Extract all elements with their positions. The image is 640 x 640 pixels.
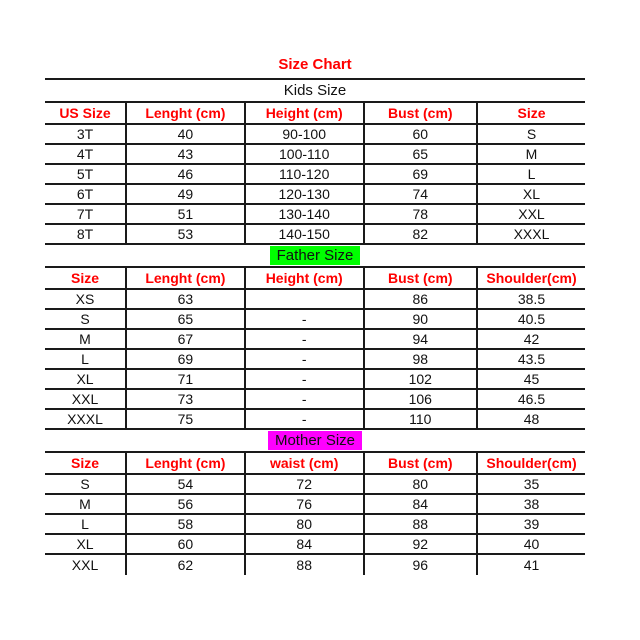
size-table bbox=[45, 266, 585, 430]
header-cell: Lenght (cm) bbox=[126, 267, 245, 289]
size-table bbox=[45, 451, 585, 575]
table-cell: - bbox=[245, 349, 364, 369]
table-cell: 84 bbox=[245, 534, 364, 554]
table-cell: 74 bbox=[364, 184, 477, 204]
header-cell: Bust (cm) bbox=[364, 452, 477, 474]
header-row bbox=[45, 267, 585, 289]
table-cell: 40 bbox=[477, 534, 585, 554]
table-cell: 42 bbox=[477, 329, 585, 349]
table-cell: 46.5 bbox=[477, 389, 585, 409]
header-cell: Height (cm) bbox=[245, 102, 364, 124]
table-cell: 48 bbox=[477, 409, 585, 429]
size-table-section bbox=[45, 80, 585, 245]
header-row bbox=[45, 452, 585, 474]
table-cell: 56 bbox=[126, 494, 245, 514]
table-row bbox=[45, 289, 585, 309]
table-row bbox=[45, 349, 585, 369]
table-cell: 100-110 bbox=[245, 144, 364, 164]
table-cell: XL bbox=[477, 184, 585, 204]
table-cell: 94 bbox=[364, 329, 477, 349]
table-cell: 84 bbox=[364, 494, 477, 514]
table-row bbox=[45, 494, 585, 514]
header-cell: Size bbox=[477, 102, 585, 124]
table-cell: - bbox=[245, 309, 364, 329]
header-cell: waist (cm) bbox=[245, 452, 364, 474]
header-cell: Bust (cm) bbox=[364, 102, 477, 124]
header-cell: Lenght (cm) bbox=[126, 452, 245, 474]
table-cell: 71 bbox=[126, 369, 245, 389]
table-cell: 88 bbox=[245, 554, 364, 575]
table-cell: 73 bbox=[126, 389, 245, 409]
header-row bbox=[45, 102, 585, 124]
table-cell: 49 bbox=[126, 184, 245, 204]
table-cell: 65 bbox=[126, 309, 245, 329]
table-cell: 6T bbox=[45, 184, 126, 204]
table-cell: 7T bbox=[45, 204, 126, 224]
table-body bbox=[45, 474, 585, 575]
table-cell: 140-150 bbox=[245, 224, 364, 244]
table-cell: 5T bbox=[45, 164, 126, 184]
table-cell: 106 bbox=[364, 389, 477, 409]
table-cell: XXL bbox=[71, 557, 99, 573]
header-cell: US Size bbox=[45, 102, 126, 124]
section-label: Kids Size bbox=[283, 82, 347, 99]
table-cell: 38.5 bbox=[477, 289, 585, 309]
table-cell: 53 bbox=[126, 224, 245, 244]
table-cell: 67 bbox=[126, 329, 245, 349]
table-row bbox=[45, 409, 585, 429]
table-row bbox=[45, 329, 585, 349]
table-cell: S bbox=[45, 309, 126, 329]
table-cell: L bbox=[45, 349, 126, 369]
table-cell: S bbox=[45, 474, 126, 494]
table-cell: 41 bbox=[477, 554, 585, 575]
table-cell: S bbox=[477, 124, 585, 144]
section-label: Mother Size bbox=[268, 431, 362, 450]
table-cell: 65 bbox=[364, 144, 477, 164]
table-row bbox=[45, 474, 585, 494]
table-body bbox=[45, 289, 585, 429]
table-row bbox=[45, 514, 585, 534]
table-cell: 46 bbox=[126, 164, 245, 184]
size-table-section bbox=[45, 430, 585, 575]
table-cell: - bbox=[245, 389, 364, 409]
table-cell: - bbox=[245, 369, 364, 389]
header-cell: Lenght (cm) bbox=[126, 102, 245, 124]
table-cell: 92 bbox=[364, 534, 477, 554]
table-cell: 130-140 bbox=[245, 204, 364, 224]
table-cell: 86 bbox=[364, 289, 477, 309]
table-cell: M bbox=[45, 329, 126, 349]
table-cell: 40 bbox=[126, 124, 245, 144]
table-row bbox=[45, 224, 585, 244]
table-cell: 43.5 bbox=[477, 349, 585, 369]
table-cell: 82 bbox=[364, 224, 477, 244]
table-row bbox=[45, 184, 585, 204]
size-chart-sheet bbox=[45, 56, 585, 575]
table-cell: 45 bbox=[477, 369, 585, 389]
table-cell: 76 bbox=[245, 494, 364, 514]
table-cell: 40.5 bbox=[477, 309, 585, 329]
table-cell: 88 bbox=[364, 514, 477, 534]
table-cell: 78 bbox=[364, 204, 477, 224]
table-cell: 43 bbox=[126, 144, 245, 164]
table-cell: XXL bbox=[45, 389, 126, 409]
table-cell: L bbox=[45, 514, 126, 534]
table-cell: XXL bbox=[477, 204, 585, 224]
header-cell: Bust (cm) bbox=[364, 267, 477, 289]
table-row bbox=[45, 204, 585, 224]
table-row bbox=[45, 164, 585, 184]
table-cell: 96 bbox=[364, 554, 477, 575]
table-cell: 98 bbox=[364, 349, 477, 369]
table-cell: M bbox=[477, 144, 585, 164]
page-title: Size Chart bbox=[45, 56, 585, 80]
table-row bbox=[45, 389, 585, 409]
table-cell: 8T bbox=[45, 224, 126, 244]
table-cell: 69 bbox=[126, 349, 245, 369]
table-cell: 54 bbox=[126, 474, 245, 494]
table-cell: 80 bbox=[245, 514, 364, 534]
section-label-row bbox=[45, 245, 585, 266]
table-cell: 102 bbox=[364, 369, 477, 389]
table-body bbox=[45, 124, 585, 244]
table-cell: - bbox=[245, 409, 364, 429]
table-row bbox=[45, 369, 585, 389]
section-label: Father Size bbox=[270, 246, 361, 265]
table-cell: 120-130 bbox=[245, 184, 364, 204]
table-cell: XXXL bbox=[45, 409, 126, 429]
size-table bbox=[45, 101, 585, 245]
table-cell: M bbox=[45, 494, 126, 514]
table-row bbox=[45, 144, 585, 164]
table-cell: - bbox=[245, 329, 364, 349]
table-row bbox=[45, 554, 585, 575]
size-table-sections bbox=[45, 80, 585, 575]
table-cell: 35 bbox=[477, 474, 585, 494]
table-cell: 72 bbox=[245, 474, 364, 494]
table-cell: 39 bbox=[477, 514, 585, 534]
table-cell bbox=[245, 289, 364, 309]
table-cell: XS bbox=[45, 289, 126, 309]
table-cell: L bbox=[477, 164, 585, 184]
table-cell: 110-120 bbox=[245, 164, 364, 184]
table-cell: 4T bbox=[45, 144, 126, 164]
section-label-row bbox=[45, 430, 585, 451]
table-row bbox=[45, 309, 585, 329]
table-cell: 75 bbox=[126, 409, 245, 429]
table-cell: 58 bbox=[126, 514, 245, 534]
table-cell: 60 bbox=[364, 124, 477, 144]
table-cell: 63 bbox=[126, 289, 245, 309]
table-cell: 80 bbox=[364, 474, 477, 494]
header-cell: Size bbox=[45, 452, 126, 474]
table-cell: XL bbox=[45, 534, 126, 554]
table-cell: 51 bbox=[126, 204, 245, 224]
header-cell: Shoulder(cm) bbox=[477, 452, 585, 474]
section-label-row bbox=[45, 80, 585, 101]
size-table-section bbox=[45, 245, 585, 430]
table-row bbox=[45, 124, 585, 144]
header-cell: Size bbox=[45, 267, 126, 289]
table-row bbox=[45, 534, 585, 554]
table-cell: 62 bbox=[126, 554, 245, 575]
table-cell: 90-100 bbox=[245, 124, 364, 144]
header-cell: Shoulder(cm) bbox=[477, 267, 585, 289]
header-cell: Height (cm) bbox=[245, 267, 364, 289]
table-cell: XL bbox=[45, 369, 126, 389]
table-cell: 110 bbox=[364, 409, 477, 429]
table-cell: 69 bbox=[364, 164, 477, 184]
table-cell: XXXL bbox=[477, 224, 585, 244]
table-cell: 38 bbox=[477, 494, 585, 514]
table-cell: 3T bbox=[45, 124, 126, 144]
table-cell: 60 bbox=[126, 534, 245, 554]
table-cell: 90 bbox=[364, 309, 477, 329]
